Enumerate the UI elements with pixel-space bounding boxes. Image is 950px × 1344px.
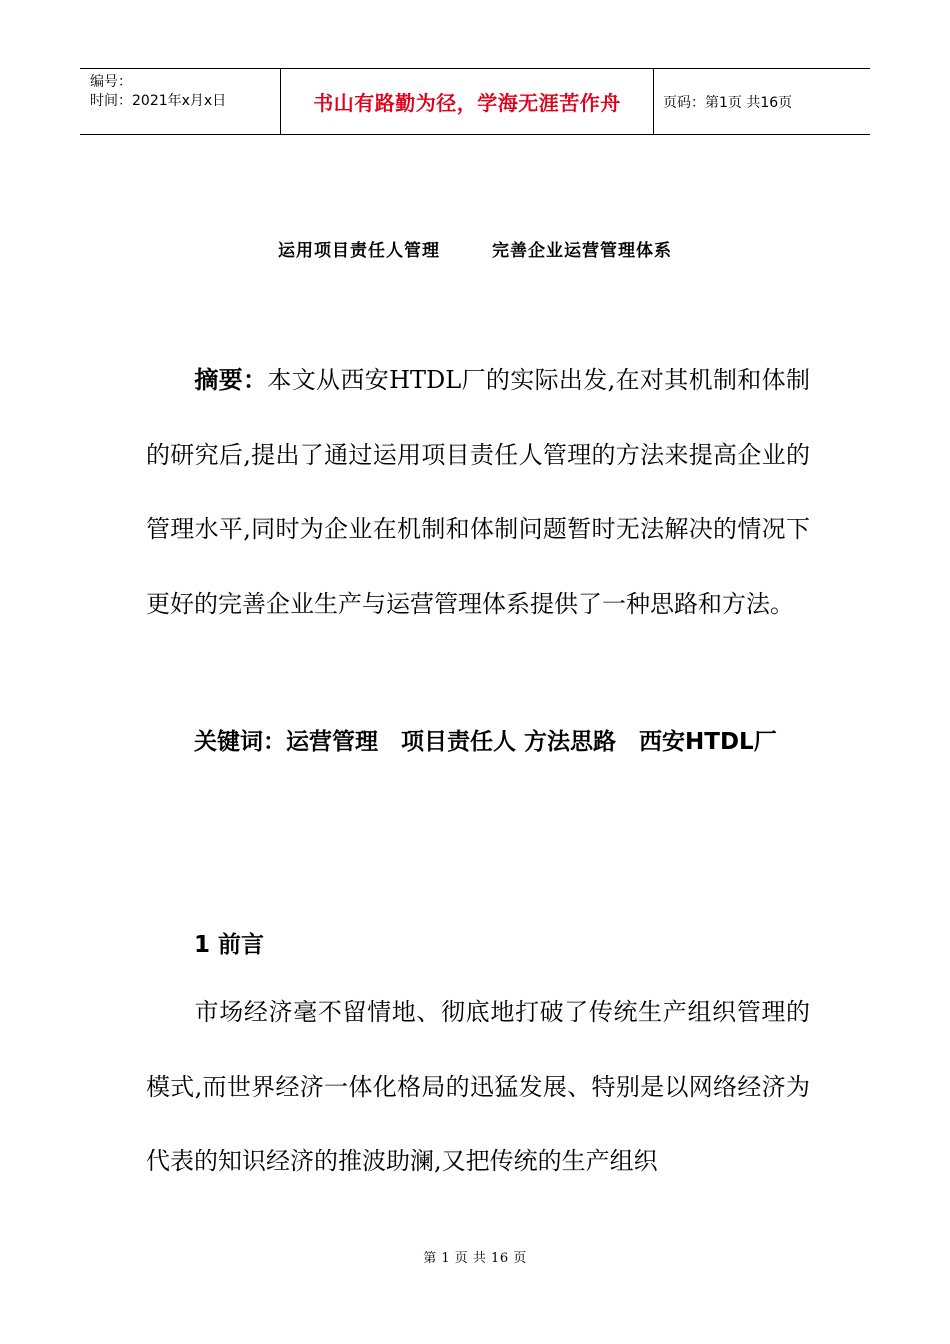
- title-part-2: 完善企业运营管理体系: [492, 241, 672, 261]
- title-part-1: 运用项目责任人管理: [278, 241, 440, 261]
- page-footer: 第 1 页 共 16 页: [423, 1251, 527, 1266]
- section-heading: 1 前言: [194, 932, 265, 958]
- body-paragraph: [146, 975, 810, 1199]
- number-label: 编号：: [90, 74, 132, 90]
- header-table: [80, 68, 870, 135]
- header-motto-cell: [281, 69, 654, 134]
- keywords-paragraph: [146, 705, 810, 780]
- page-info: 页码：第1页 共16页: [663, 94, 793, 111]
- abstract-paragraph: [146, 343, 810, 641]
- header-meta-cell: [80, 69, 281, 134]
- document-title: [0, 236, 950, 261]
- motto-text: 书山有路勤为径，学海无涯苦作舟: [313, 91, 621, 115]
- abstract-label: 摘要：: [194, 366, 268, 394]
- body-text: 市场经济毫不留情地、彻底地打破了传统生产组织管理的模式,而世界经济一体化格局的迅猛发展、特别是以网络经济为代表的知识经济的推波助澜,又把传统的生产组织: [146, 998, 810, 1175]
- abstract-text: 本文从西安HTDL厂的实际出发,在对其机制和体制的研究后,提出了通过运用项目责任人管理的方法来提高企业的管理水平,同时为企业在机制和体制问题暂时无法解决的情况下更好的完善企业生产与运营管理体系提供了一种思路和方法。: [146, 366, 810, 618]
- keywords-text: 关键词：运营管理 项目责任人 方法思路 西安HTDL厂: [194, 729, 777, 755]
- header-page-cell: [654, 69, 870, 134]
- time-label: 时间：2021年x月x日: [90, 93, 227, 109]
